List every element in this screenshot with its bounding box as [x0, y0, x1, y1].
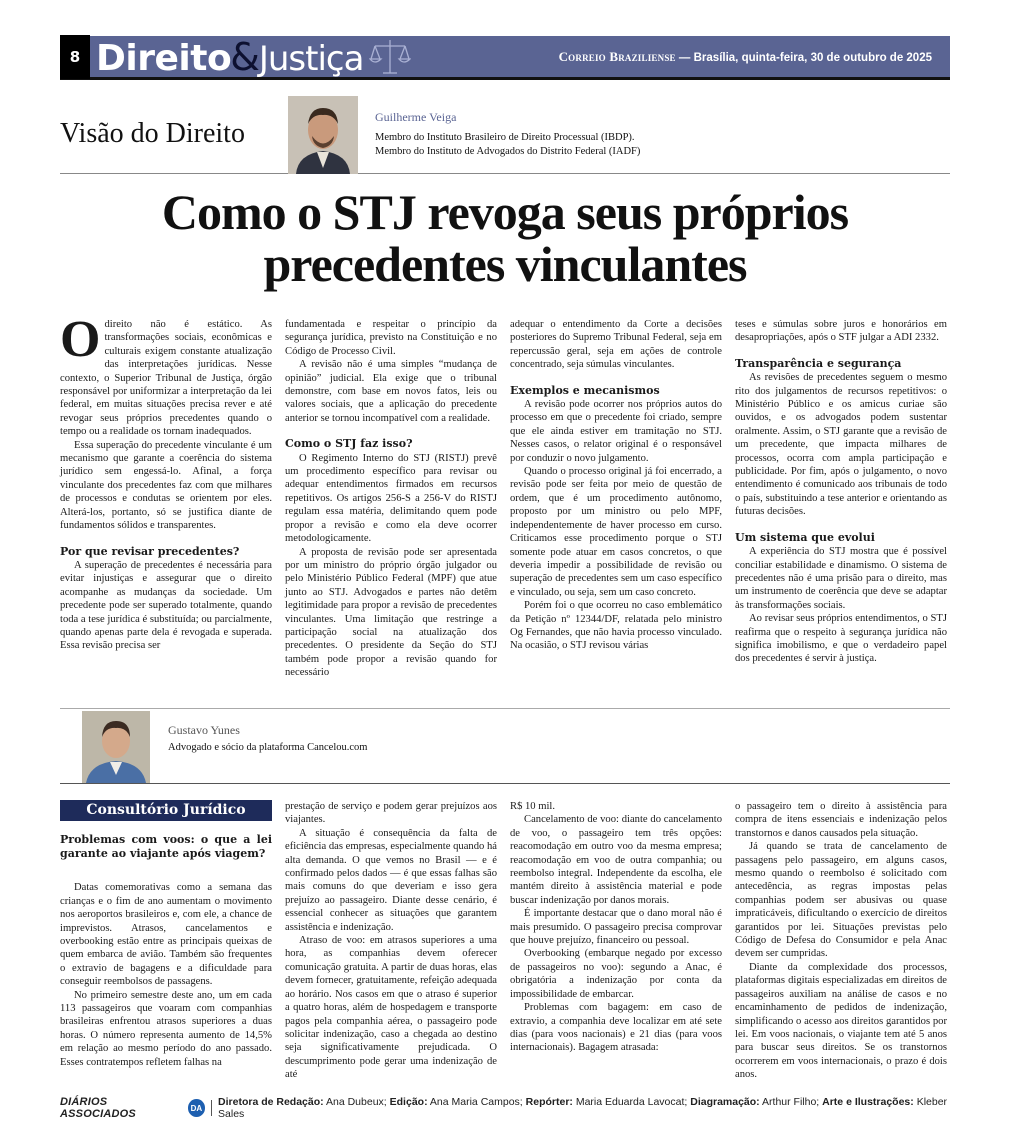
article-headline: [60, 186, 950, 290]
paragraph: Problemas com bagagem: em caso de extravio, a companhia deve localizar em até sete dias (para voos nacionais) e 21 dias (para voos internacionais). Bagagem atrasada:: [510, 1002, 722, 1054]
paragraph: Essa superação do precedente vinculante é um mecanismo que garante a coerência do sistema jurídico sem engessá-lo. Afinal, a força vinculante dos precedentes faz com que milhares de processos e condutas se orientem por eles. Alterá-los, portanto, só se justifica diante de fundamentos sólidos e transparentes.: [60, 439, 272, 532]
paragraph: [60, 311, 272, 439]
footer-divider: [211, 1100, 212, 1116]
paragraph-text: direito não é estático. As transformações sociais, econômicas e culturais exigem constante atualização das interpretações jurídicas. Nesse contexto, o Superior Tribunal de Justiça, órgão responsável por uniformizar a interpretação da lei federal, em muitas situações precisa rever e até revogar seus próprios precedentes quando o tempo ou a realidade os tornam inadequados.: [60, 319, 272, 438]
paragraph: A revisão pode ocorrer nos próprios autos do processo em que o precedente foi criado, sempre que ele ainda estiver em tramitação no STJ. Nesses casos, o relator original é o responsável por conduzir o novo julgamento.: [510, 399, 722, 464]
subheading: Um sistema que evolui: [735, 530, 875, 544]
paragraph: prestação de serviço e podem gerar prejuízos aos viajantes.: [285, 801, 497, 826]
paragraph: Cancelamento de voo: diante do cancelamento de voo, o passageiro tem três opções: reacomodação em outro voo da mesma empresa; reacomodação em voo de outra companhia; ou reembolso integral. Independente da escolha, ele mantém direito à assistência material e pode buscar indenização por danos morais.: [510, 814, 722, 906]
article-column: [735, 800, 947, 1082]
credit-role: Edição:: [389, 1096, 428, 1108]
credit-name: Ana Dubeux;: [326, 1096, 387, 1108]
credit-name: Arthur Filho;: [762, 1096, 820, 1108]
article-column: [510, 318, 722, 680]
paragraph: Diante da complexidade dos processos, plataformas digitais especializadas em direitos de passageiros auxiliam na análise de casos e no encaminhamento de pedidos de indenização, simplificando o acesso aos direitos garantidos por lei. Em voos nacionais, o viajante tem até 5 anos para buscar seus direitos. Se os transtornos ocorrerem em voos internacionais, o prazo é dois anos.: [735, 961, 947, 1081]
paragraph: teses e súmulas sobre juros e honorários em desapropriações, após o STF julgar a ADI 2332.: [735, 319, 947, 344]
page-number: 8: [60, 35, 90, 79]
author-byline: [375, 110, 640, 159]
paragraph: É importante destacar que o dano moral não é mais presumido. O passageiro precisa comprovar que houve prejuízo, financeiro ou pessoal.: [510, 908, 722, 947]
consultorio-body: [60, 800, 950, 1082]
section-title: [96, 35, 363, 79]
author-bio: Advogado e sócio da plataforma Cancelou.com: [168, 742, 368, 753]
paragraph: A experiência do STJ mostra que é possível conciliar estabilidade e dinamismo. O sistema de precedentes não é uma prisão para o direito, mas um instrumento de coerência que deve se adaptar às transformações sociais.: [735, 546, 947, 611]
paragraph: Ao revisar seus próprios entendimentos, o STJ reafirma que o respeito à segurança jurídica não significa imobilismo, e que o verdadeiro papel dos precedentes é servir à justiça.: [735, 613, 947, 665]
publisher-logo-icon: DA: [188, 1099, 205, 1117]
author-portrait-icon: [288, 96, 358, 174]
column-name: Visão do Direito: [60, 118, 245, 149]
article-body: [60, 311, 950, 680]
paragraph: Overbooking (embarque negado por excesso de passageiros no voo): segundo a Anac, é obrigatória a indenização por conta da impossibilidade de embarcar.: [510, 948, 722, 1000]
paragraph: fundamentada e respeitar o princípio da segurança jurídica, previsto na Constituição e no Código de Processo Civil.: [285, 319, 497, 357]
consultorio-question: Problemas com voos: o que a lei garante ao viajante após viagem?: [60, 833, 272, 861]
column-header: [60, 96, 950, 174]
paragraph: Atraso de voo: em atrasos superiores a uma hora, as companhias devem oferecer comunicação gratuita. A partir de duas horas, elas devem fornecer, gratuitamente, refeição adequada ao horário. Nos casos em que o atraso é superior a quatro horas, além de hospedagem e transporte pagos pela companhia aérea, o passageiro pode solicitar indenização, caso a chegada ao destino seja significativamente prejudicada. O descumprimento pode gerar uma indenização de até: [285, 935, 497, 1081]
article-column: [285, 800, 497, 1082]
section-title-justica: Justiça: [258, 38, 364, 79]
paragraph: A proposta de revisão pode ser apresentada por um ministro do próprio órgão julgador ou pelo Ministério Público Federal (MPF) que atue junto ao STJ. Advogados e partes não detêm legitimidade para propor a revisão de precedentes vinculantes. Uma limitação que restringe a participação social na atualização dos precedentes. O presidente da Seção do STJ também pode propor a revisão quando for necessário: [285, 546, 497, 679]
paragraph: Já quando se trata de cancelamento de passagens pelo passageiro, em alguns casos, mesmo quando o reembolso é solicitado com antecedência, as regras impostas pelas companhias podem ser abusivas ou quase impraticáveis, dificultando o exercício de direitos garantidos por lei. Situações previstas pelo Código de Defesa do Consumidor e pela Anac devem ser cumpridas.: [735, 841, 947, 960]
paragraph: A situação é consequência da falta de eficiência das empresas, especialmente quando há alta demanda. O que vemos no Brasil — e é confirmado pelos dados — é que essas falhas são mais comuns do que deveriam e isso gera prejuízo ao passageiro. Diante desse cenário, é essencial conhecer as situações que garantem assistência e indenização.: [285, 827, 497, 933]
author-photo: [82, 711, 150, 783]
section-title-ampersand: &: [230, 34, 260, 79]
author-name: Guilherme Veiga: [375, 110, 457, 124]
publisher-brand: DIÁRIOS ASSOCIADOS: [60, 1096, 136, 1120]
article-column: [510, 800, 722, 1082]
scales-of-justice-icon: [369, 37, 411, 77]
drop-cap: O: [60, 311, 101, 368]
credits: [218, 1096, 950, 1120]
author-name: Gustavo Yunes: [168, 723, 240, 737]
paragraph: R$ 10 mil.: [510, 801, 556, 812]
paragraph: A superação de precedentes é necessária para evitar injustiças e assegurar que o direito acompanhe as mudanças da sociedade. Um precedente pode ser superado totalmente, quando toda a tese jurídica é substituída; ou parcialmente, quando apenas parte dela é revogada e superada. Essa revisão precisa ser: [60, 559, 272, 652]
credit-name: Ana Maria Campos;: [429, 1096, 523, 1108]
consultorio-author-byline: [60, 708, 950, 784]
author-bio-line: Membro do Instituto de Advogados do Distrito Federal (IADF): [375, 146, 641, 157]
credit-role: Repórter:: [525, 1096, 573, 1108]
subheading: Transparência e segurança: [735, 356, 902, 370]
paragraph: o passageiro tem o direito à assistência para compra de itens essenciais e indenização pelos transtornos e danos causados pela situação.: [735, 801, 947, 839]
newspaper-name: Correio Braziliense: [558, 48, 676, 64]
headline-line: Como o STJ revoga seus próprios: [161, 184, 849, 240]
paragraph: Datas comemorativas como a semana das crianças e o fim de ano aumentam o movimento nos aeroportos brasileiros e, com ele, a chance de imprevistos. Atrasos, cancelamentos e overbooking estão entre as principais queixas de quem embarca de avião. Também são frequentes o extravio de bagagens e a dificuldade para conseguir reembolsos de passagens.: [60, 882, 272, 988]
consultorio-box-title: Consultório Jurídico: [60, 800, 272, 821]
page-footer: [60, 1098, 950, 1118]
subheading: Exemplos e mecanismos: [510, 383, 660, 397]
credit-role: Arte e Ilustrações:: [822, 1096, 914, 1108]
author-photo: [288, 96, 358, 174]
subheading: Por que revisar precedentes?: [60, 544, 240, 558]
article-column: [60, 800, 272, 1082]
paragraph: O Regimento Interno do STJ (RISTJ) prevê um procedimento específico para revisar ou adequar entendimentos firmados em recursos repetitivos. Os artigos 256-S a 256-V do RISTJ regulam essa matéria, delimitando quem pode propor a revisão e como ela deve ocorrer metodologicamente.: [285, 452, 497, 545]
credit-name: Maria Eduarda Lavocat;: [575, 1096, 688, 1108]
paragraph: Porém foi o que ocorreu no caso emblemático da Petição nº 12344/DF, relatada pelo ministro Og Fernandes, que não havia processo vinculado. Na ocasião, o STJ revisou várias: [510, 600, 722, 652]
article-column: [60, 311, 272, 680]
subheading: Como o STJ faz isso?: [285, 437, 413, 451]
masthead-dateline: [559, 49, 932, 65]
paragraph: A revisão não é uma simples “mudança de opinião” judicial. Ela exige que o tribunal demonstre, com base em novos fatos, leis ou valores sociais, que a aplicação do precedente anterior se tornou incompatível com a realidade.: [285, 359, 497, 424]
paragraph: No primeiro semestre deste ano, um em cada 113 passageiros que voaram com companhias brasileiras enfrentou atrasos superiores a duas horas. O número representa aumento de 14,5% em relação ao mesmo período do ano passado. Esses contratempos refletem falhas na: [60, 989, 272, 1068]
section-title-direito: Direito: [96, 37, 232, 79]
section-banner: [60, 36, 950, 80]
paragraph: As revisões de precedentes seguem o mesmo rito dos julgamentos de recursos repetitivos: o Ministério Público e os amicus curiae são ouvidos, e os advogados podem sustentar oralmente. Assim, o STJ garante que a revisão de um precedente, que impacta milhares de processos, ocorra com ampla participação e publicidade. Por fim, após o julgamento, o novo entendimento é comunicado aos tribunais de todo o país, substituindo a tese anterior e orientando as futuras decisões.: [735, 372, 947, 518]
author-portrait-icon: [82, 711, 150, 783]
headline-line: precedentes vinculantes: [263, 236, 747, 292]
article-column: [285, 318, 497, 680]
paragraph: Quando o processo original já foi encerrado, a revisão pode ser feita por meio de questão de ordem, que é um procedimento autônomo, proposto por um ministro ou pelo MPF, independentemente de haver processo em curso. Criticamos esse procedimento porque o STJ somente pode atuar em casos concretos, o que deveria impedir a possibilidade de revisão ou superação de precedentes sem um caso específico e vinculado, ou seja, sem um caso concreto.: [510, 466, 722, 598]
author-bio-line: Membro do Instituto Brasileiro de Direito Processual (IBDP).: [375, 132, 635, 143]
credit-role: Diagramação:: [690, 1096, 760, 1108]
dateline: — Brasília, quinta-feira, 30 de outubro de 2025: [675, 51, 932, 64]
credit-role: Diretora de Redação:: [218, 1096, 324, 1108]
article-column: [735, 318, 947, 680]
credit-name: Kleber Sales: [218, 1096, 948, 1120]
paragraph: adequar o entendimento da Corte a decisões posteriores do Supremo Tribunal Federal, seja em repercussão geral, seja em ações de controle concentrado, seja súmulas vinculantes.: [510, 319, 722, 371]
